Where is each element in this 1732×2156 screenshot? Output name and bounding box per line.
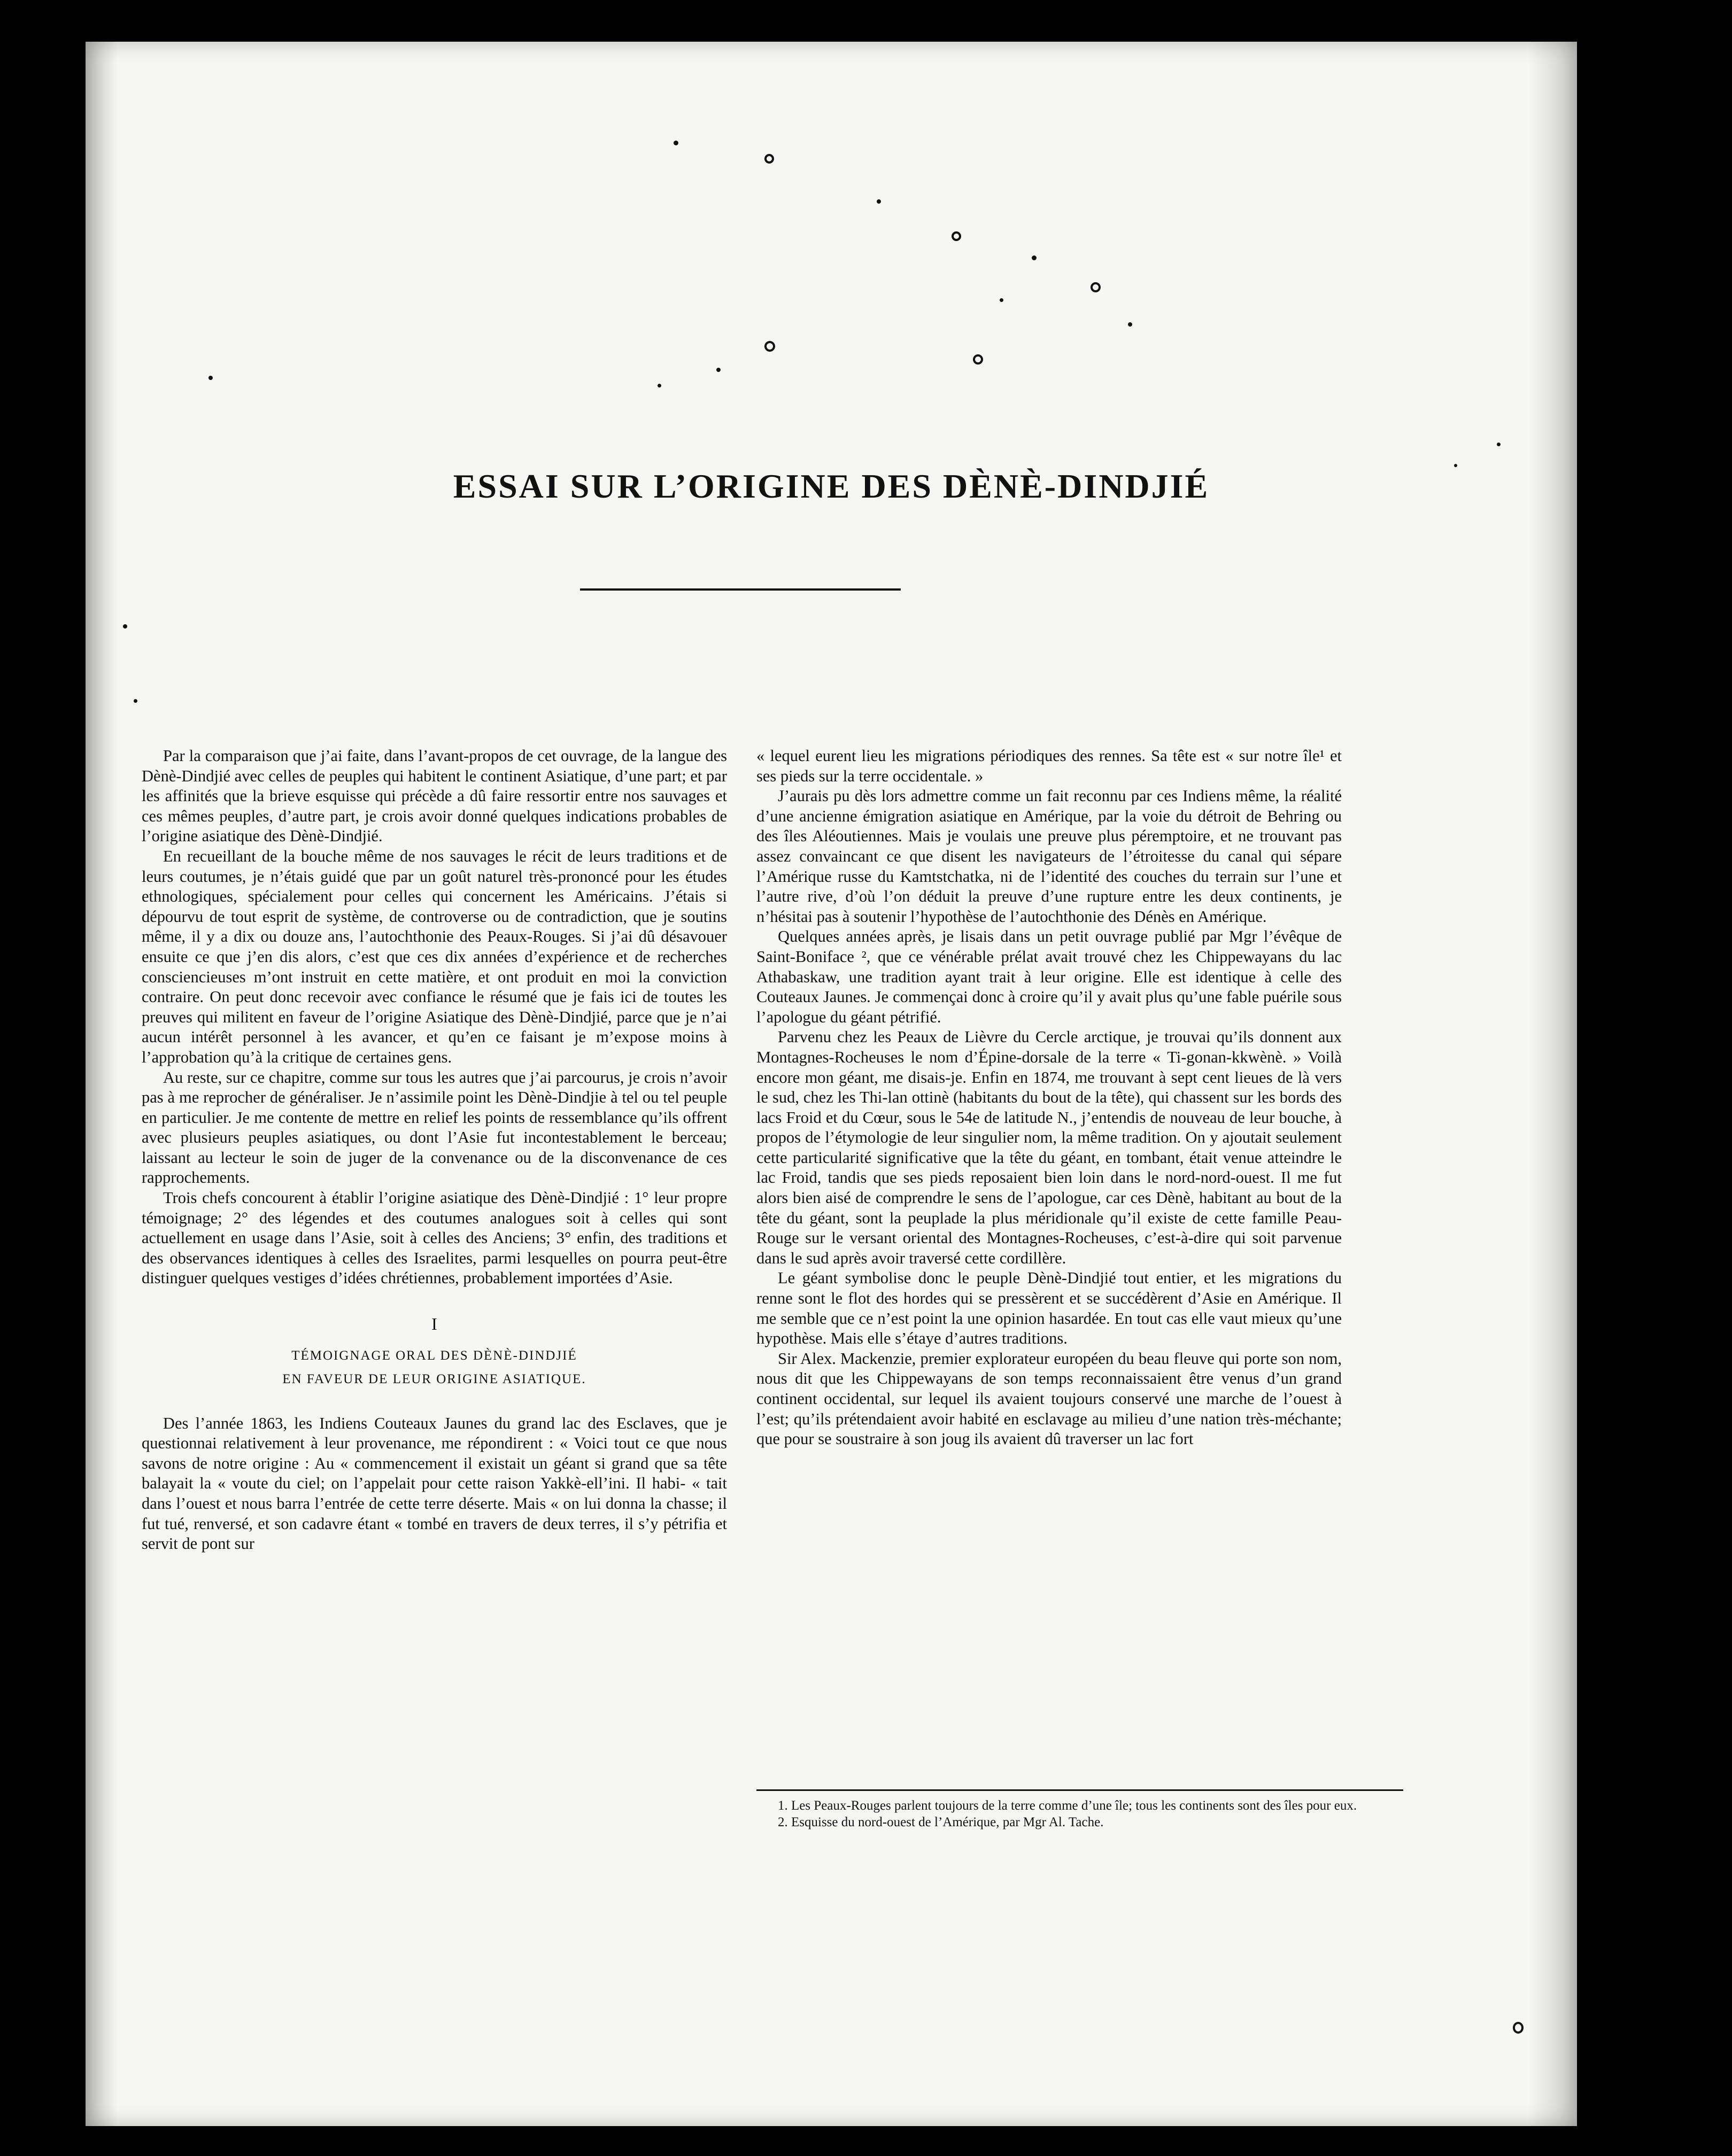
section-title bbox=[142, 1344, 727, 1391]
scan-speck bbox=[764, 341, 775, 352]
section-title-line: EN FAVEUR DE LEUR ORIGINE ASIATIQUE. bbox=[282, 1371, 586, 1386]
page bbox=[86, 42, 1577, 2126]
scan-speck bbox=[1091, 282, 1101, 292]
scan-speck bbox=[208, 376, 213, 380]
left-column bbox=[142, 746, 727, 1554]
scan-speck bbox=[1513, 2022, 1524, 2034]
scan-edge-right bbox=[1529, 42, 1577, 2126]
paragraph: « lequel eurent lieu les migrations périodiques des rennes. Sa tête est « sur notre île¹ et ses pieds sur la terre occidentale. » bbox=[756, 747, 1342, 785]
scan-speck bbox=[952, 231, 961, 241]
scan-speck bbox=[1128, 322, 1132, 327]
paragraph: En recueillant de la bouche même de nos sauvages le récit de leurs traditions et de leurs coutumes, je n’étais guidé que par un goût naturel très-prononcé pour les études ethnologiques, spécialement pour celles qui concernent les Américains. J’étais si dépourvu de tout esprit de système, de controverse ou de contradiction, que je soutins même, il y a dix ou douze ans, l’autochthonie des Peaux-Rouges. Si j’ai dû désavouer ensuite ce que j’en dis alors, c’est que ces dix années d’expérience et de recherches consciencieuses m’ont instruit en cette matière, et ont produit en moi la conviction contraire. On peut donc recevoir avec confiance le résumé que je fais ici de toutes les preuves qui militent en faveur de l’origine Asiatique des Dènè-Dindjié, parce que je n’ai aucun intérêt personnel à les avancer, et qu’en ce faisant je m’expose moins à l’approbation qu’à la critique de certaines gens. bbox=[142, 847, 727, 1066]
paragraph: Sir Alex. Mackenzie, premier explorateur européen du beau fleuve qui porte son nom, nous dit que les Chippewayans de son temps reconnaissaient être venus d’un grand continent occidental, sur lequel ils avaient toujours conservé une marche de l’ouest à l’est; qu’ils prétendaient avoir habité en esclavage au milieu d’une nation très-méchante; que pour se soustraire à son joug ils avaient dû traverser un lac fort bbox=[756, 1349, 1342, 1448]
scan-speck bbox=[134, 699, 137, 703]
footnote: 1. Les Peaux-Rouges parlent toujours de la terre comme d’une île; tous les continents sont des îles pour eux. bbox=[778, 1798, 1357, 1813]
title-rule bbox=[580, 588, 901, 591]
paragraph: Quelques années après, je lisais dans un petit ouvrage publié par Mgr l’évêque de Saint-Boniface ², que ce vénérable prélat avait trouvé chez les Chippewayans du lac Athabaskaw, une tradition ayant trait à leur origine. Elle est identique à celle des Couteaux Jaunes. Je commençai donc à croire qu’il y avait plus qu’une fable puérile sous l’apologue du géant pétrifié. bbox=[756, 927, 1342, 1026]
scan-speck bbox=[877, 199, 881, 204]
footnote: 2. Esquisse du nord-ouest de l’Amérique, par Mgr Al. Tache. bbox=[778, 1815, 1104, 1829]
scan-speck bbox=[674, 141, 678, 145]
paragraph: Des l’année 1863, les Indiens Couteaux Jaunes du grand lac des Esclaves, que je questionnai relativement à leur provenance, me répondirent : « Voici tout ce que nous savons de notre origine : Au « commencement il existait un géant si grand que sa tête balayait la « voute du ciel; on l’appelait pour cette raison Yakkè-ell’ini. Il habi- « tait dans l’ouest et nous barra l’entrée de cette terre déserte. Mais « on lui donna la chasse; il fut tué, renversé, et son cadavre étant « tombé en travers de deux terres, il s’y pétrifia et servit de pont sur bbox=[142, 1414, 727, 1553]
scan-speck bbox=[123, 624, 127, 629]
paragraph: Le géant symbolise donc le peuple Dènè-Dindjié tout entier, et les migrations du renne sont le flot des hordes qui se pressèrent et se succédèrent d’Asie en Amérique. Il me semble que ce n’est point la une opinion hasardée. En tout cas elle vaut mieux qu’une hypothèse. Mais elle s’étaye d’autres traditions. bbox=[756, 1269, 1342, 1348]
scan-speck bbox=[658, 384, 661, 387]
scan-edge-left bbox=[86, 42, 118, 2126]
scan-speck bbox=[1000, 298, 1003, 302]
scan-speck bbox=[1032, 255, 1037, 260]
scan-speck bbox=[1497, 443, 1501, 446]
scan-speck bbox=[973, 354, 983, 364]
right-column bbox=[756, 746, 1342, 1449]
footnotes bbox=[756, 1797, 1395, 1831]
section-number: I bbox=[431, 1314, 437, 1334]
section-title-line: TÉMOIGNAGE ORAL DES DÈNÈ-DINDJIÉ bbox=[291, 1348, 577, 1363]
scan-speck bbox=[764, 154, 774, 164]
page-title: ESSAI SUR L’ORIGINE DES DÈNÈ-DINDJIÉ bbox=[453, 467, 1210, 505]
paragraph: Par la comparaison que j’ai faite, dans l’avant-propos de cet ouvrage, de la langue des Dènè-Dindjié avec celles de peuples qui habitent le continent Asiatique, d’une part; et par les affinités que la brieve esquisse qui précède a dû faire ressortir entre nos sauvages et ces mêmes peuples, d’autre part, je crois avoir donné quelques indications probables de l’origine asiatique des Dènè-Dindjié. bbox=[142, 747, 727, 846]
paragraph: Trois chefs concourent à établir l’origine asiatique des Dènè-Dindjié : 1° leur propre témoignage; 2° des légendes et des coutumes analogues soit à celles qui sont actuellement en usage dans l’Asie, soit à celles des Anciens; 3° enfin, des traditions et des observances identiques à celles des Israelites, parmi lesquelles on pourra peut-être distinguer quelques vestiges d’idées chrétiennes, probablement importées d’Asie. bbox=[142, 1189, 727, 1288]
paragraph: Parvenu chez les Peaux de Lièvre du Cercle arctique, je trouvai qu’ils donnent aux Montagnes-Rocheuses le nom d’Épine-dorsale de la terre « Ti-gonan-kkwènè. » Voilà encore mon géant, me disais-je. Enfin en 1874, me trouvant à sept cent lieues de là vers le sud, chez les Thi-lan ottinè (habitants du bout de la tête), qui chassent sur les bords des lacs Froid et du Cœur, sous le 54e de latitude N., j’entendis de nouveau de leur bouche, à propos de l’étymologie de leur singulier nom, la même tradition. On y ajoutait seulement cette particularité significative que la tête du géant, en tombant, était venue atteindre le lac Froid, tandis que ses pieds reposaient bien loin dans le nord-nord-ouest. Il me fut alors bien aisé de comprendre le sens de l’apologue, car ces Dènè, habitant au bout de la tête du géant, sont la peuplade la plus méridionale qu’il existe de cette famille Peau-Rouge sur le versant oriental des Montagnes-Rocheuses, c’est-à-dire qui soit parvenue dans le sud après avoir traversé cette cordillère. bbox=[756, 1028, 1342, 1267]
paragraph: J’aurais pu dès lors admettre comme un fait reconnu par ces Indiens même, la réalité d’une ancienne émigration asiatique en Amérique, par la voie du détroit de Behring ou des îles Aléoutiennes. Mais je voulais une preuve plus péremptoire, et ne trouvant pas assez convaincant ce que disent les navigateurs de l’étroitesse du canal qui sépare l’Amérique russe du Kamtstchatka, ni de l’identité des couches du terrain sur l’une et l’autre rive, d’où l’on déduit la preuve d’une rupture entre les deux continents, je n’hésitai pas à soutenir l’hypothèse de l’autochthonie des Dénès en Amérique. bbox=[756, 787, 1342, 926]
paragraph: Au reste, sur ce chapitre, comme sur tous les autres que j’ai parcourus, je crois n’avoir pas à me reprocher de généraliser. Je n’assimile point les Dènè-Dindjie à tel ou tel peuple en particulier. Je me contente de mettre en relief les points de ressemblance qu’ils offrent avec plusieurs peuples asiatiques, ou dont l’Asie fut incontestablement le berceau; laissant au lecteur le soin de juger de la convenance ou de la disconvenance de ces rapprochements. bbox=[142, 1068, 727, 1187]
footnote-rule bbox=[756, 1789, 1403, 1791]
scan-speck bbox=[716, 368, 721, 372]
